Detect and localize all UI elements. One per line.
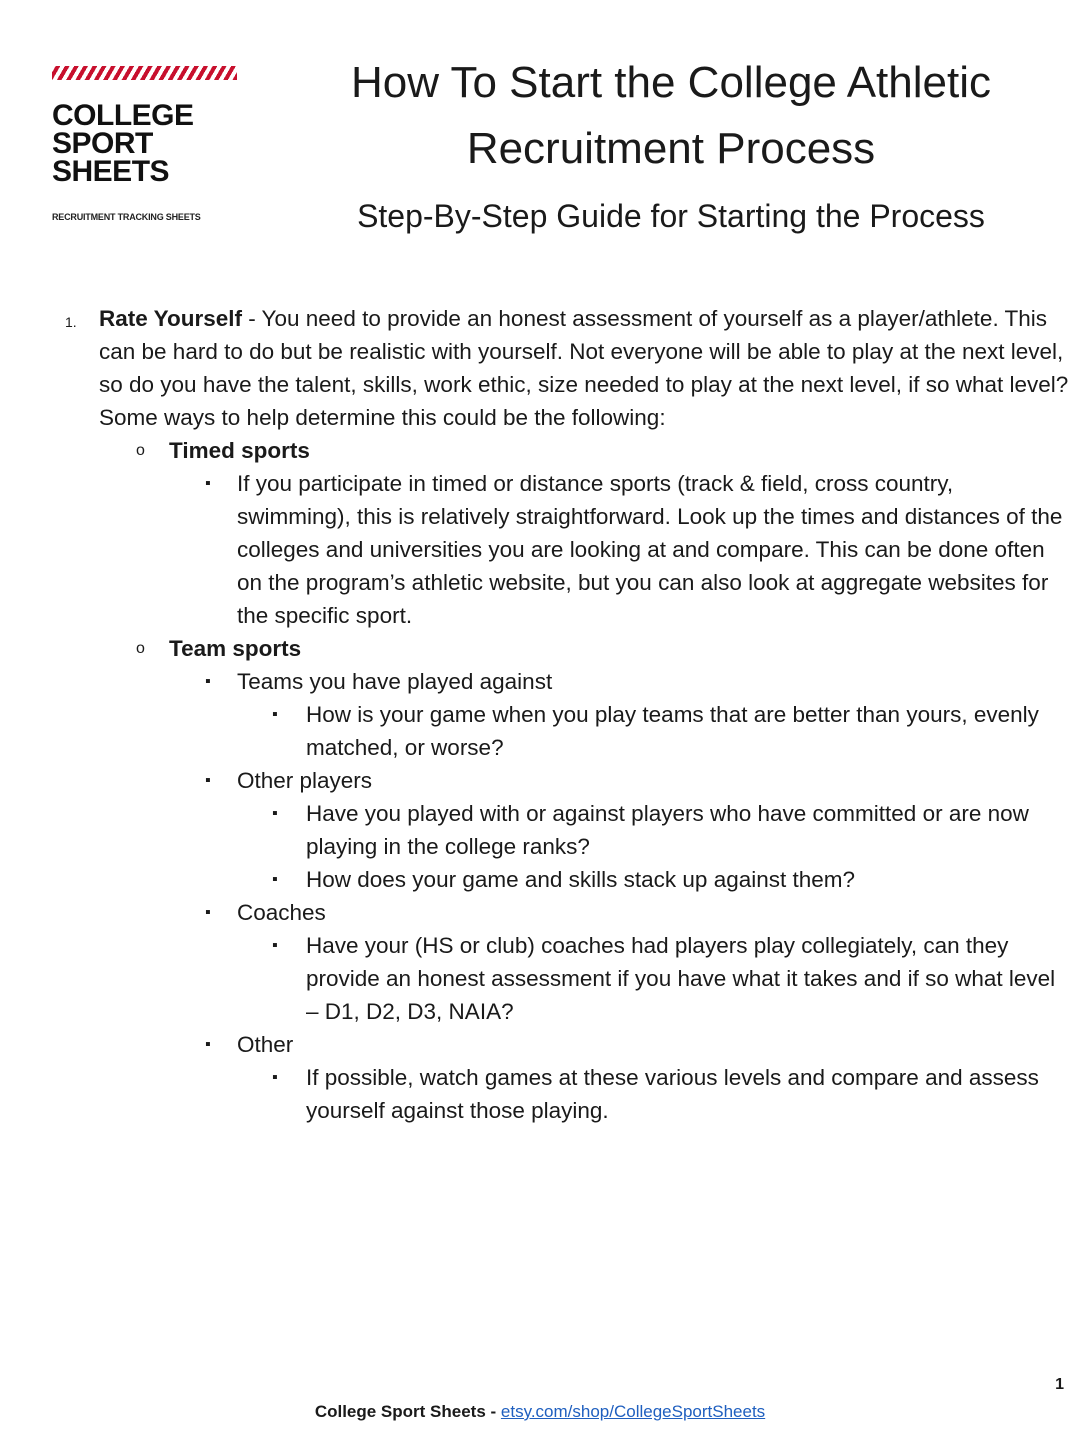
coaches-label: Coaches <box>237 900 326 925</box>
logo-word-college: COLLEGE <box>52 99 194 132</box>
title-block <box>268 50 1074 236</box>
step-number: 1. <box>65 314 77 330</box>
logo-word-sport: SPORT <box>52 127 153 160</box>
guide-content <box>62 302 1072 1127</box>
square-bullet-icon: ▪ <box>272 805 278 822</box>
page-footer <box>0 1402 1080 1422</box>
square-bullet-icon: ▪ <box>272 871 278 888</box>
page-title-line1: How To Start the College Athletic <box>351 58 991 107</box>
other-question: If possible, watch games at these various levels and compare and assess yourself against those playing. <box>306 1065 1039 1123</box>
teams-played-label: Teams you have played against <box>237 669 553 694</box>
square-bullet-icon: ▪ <box>205 673 211 690</box>
other-players-question-1: Have you played with or against players who have committed or are now playing in the college ranks? <box>306 801 1029 859</box>
page-title-line2: Recruitment Process <box>466 124 876 173</box>
square-bullet-icon: ▪ <box>272 1069 278 1086</box>
list-item-timed-sports <box>62 434 1072 467</box>
other-players-question-2: How does your game and skills stack up against them? <box>306 867 856 892</box>
list-item-teams-played <box>62 665 1072 698</box>
brand-logo <box>52 66 242 222</box>
page-subtitle: Step-By-Step Guide for Starting the Process <box>357 198 985 234</box>
team-sports-label: Team sports <box>169 636 302 661</box>
step-rate-yourself <box>62 302 1072 434</box>
list-item-other <box>62 1028 1072 1061</box>
other-label: Other <box>237 1032 294 1057</box>
circle-bullet-icon: o <box>136 442 145 459</box>
footer-brand: College Sport Sheets - <box>314 1402 501 1421</box>
list-item-teams-played-question <box>62 698 1072 764</box>
list-item-other-question <box>62 1061 1072 1127</box>
timed-sports-label: Timed sports <box>169 438 310 463</box>
logo-wordmark <box>52 99 242 188</box>
square-bullet-icon: ▪ <box>272 706 278 723</box>
square-bullet-icon: ▪ <box>205 1036 211 1053</box>
square-bullet-icon: ▪ <box>205 475 211 492</box>
list-item-other-players-question-2 <box>62 863 1072 896</box>
list-item-coaches <box>62 896 1072 929</box>
circle-bullet-icon: o <box>136 640 145 657</box>
other-players-label: Other players <box>237 768 373 793</box>
list-item-coaches-question <box>62 929 1072 1028</box>
teams-played-question: How is your game when you play teams that are better than yours, evenly matched, or worse? <box>306 702 1039 760</box>
page-title <box>268 50 1074 182</box>
page-number: 1 <box>1055 1376 1064 1393</box>
footer-shop-link[interactable]: etsy.com/shop/CollegeSportSheets <box>500 1402 766 1421</box>
square-bullet-icon: ▪ <box>205 772 211 789</box>
coaches-question: Have your (HS or club) coaches had players play collegiately, can they provide an honest assessment if you have what it takes and if so what level – D1, D2, D3, NAIA? <box>306 933 1056 1024</box>
timed-sports-detail: If you participate in timed or distance sports (track & field, cross country, swimming), this is relatively straightforward. Look up the times and distances of the colleges and universities you are looking at and compare. This can be done often on the program’s athletic website, but you can also look at aggregate websites for the specific sport. <box>237 471 1063 628</box>
list-item-other-players <box>62 764 1072 797</box>
logo-stripes-icon <box>52 66 237 80</box>
square-bullet-icon: ▪ <box>205 904 211 921</box>
step-heading: Rate Yourself <box>99 306 242 331</box>
list-item-timed-detail <box>62 467 1072 632</box>
list-item-other-players-question-1 <box>62 797 1072 863</box>
logo-word-sheets: SHEETS <box>52 155 170 188</box>
logo-tagline: RECRUITMENT TRACKING SHEETS <box>52 212 201 222</box>
step-description: - You need to provide an honest assessment of yourself as a player/athlete. This can be hard to do but be realistic with yourself. Not everyone will be able to play at the next level, so do you have the talent, skills, work ethic, size needed to play at the next level, if so what level? Some ways to help determine this could be the following: <box>99 306 1069 430</box>
list-item-team-sports <box>62 632 1072 665</box>
square-bullet-icon: ▪ <box>272 937 278 954</box>
